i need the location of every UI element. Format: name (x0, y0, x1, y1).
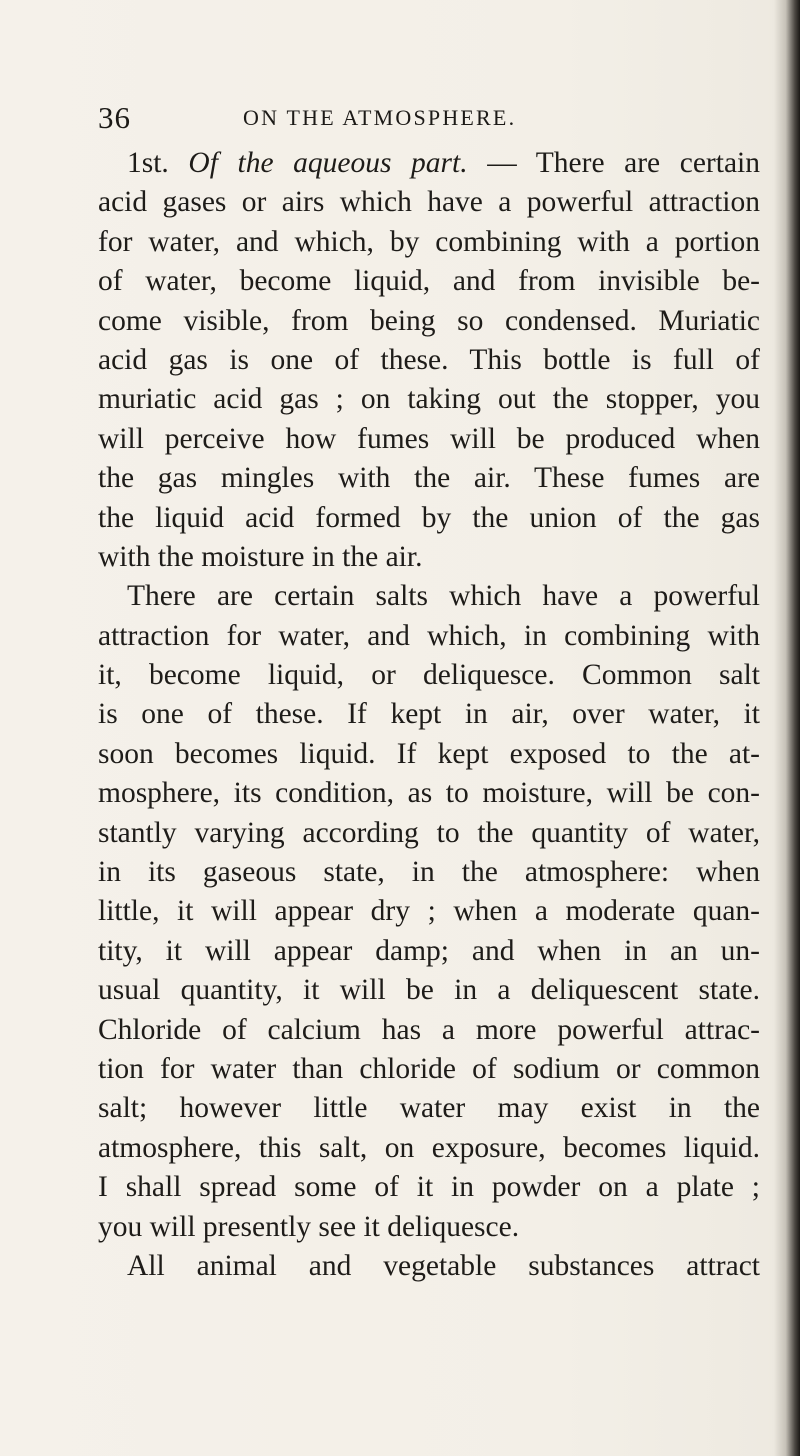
text-line-content: — There are certain (467, 147, 760, 179)
text-line: muriatic acid gas ; on taking out the stopper, you (98, 383, 760, 416)
text-line: soon becomes liquid. If kept exposed to the at- (98, 737, 760, 770)
text-line: stantly varying according to the quantity of water, (98, 816, 760, 849)
text-line: tion for water than chloride of sodium or common (98, 1052, 760, 1085)
text-line: come visible, from being so condensed. Muriatic (98, 304, 760, 337)
text-line: it, become liquid, or deliquesce. Common salt (98, 659, 760, 692)
text-line: with the moisture in the air. (98, 540, 423, 573)
text-line: attraction for water, and which, in combining with (98, 619, 760, 652)
text-line: atmosphere, this salt, on exposure, becomes liquid. (98, 1131, 760, 1164)
text-line: the liquid acid formed by the union of the gas (98, 501, 760, 534)
section-heading: Of the aqueous part. (188, 147, 468, 179)
page-edge-shadow (774, 0, 800, 1456)
text-line: acid gases or airs which have a powerful attraction (98, 186, 760, 219)
text-line: of water, become liquid, and from invisible be- (98, 265, 760, 298)
text-line: for water, and which, by combining with a portion (98, 225, 760, 258)
text-line: is one of these. If kept in air, over water, it (98, 698, 760, 731)
text-line: mosphere, its condition, as to moisture, will be con- (98, 777, 760, 810)
text-line: All animal and vegetable substances attract (127, 1249, 760, 1282)
text-line: tity, it will appear damp; and when in an un- (98, 934, 760, 967)
text-line: I shall spread some of it in powder on a plate ; (98, 1171, 760, 1204)
text-line: you will presently see it deliquesce. (98, 1210, 520, 1243)
running-head (98, 98, 738, 138)
page-number: 36 (98, 100, 131, 135)
text-line: Chloride of calcium has a more powerful attrac- (98, 1013, 760, 1046)
text-line: There are certain salts which have a powerful (127, 580, 760, 613)
text-line (98, 144, 760, 183)
text-line: the gas mingles with the air. These fumes are (98, 462, 760, 495)
paragraph-lead: 1st. (127, 147, 189, 179)
body-text (98, 144, 760, 1286)
text-line: acid gas is one of these. This bottle is full of (98, 343, 760, 376)
text-line: salt; however little water may exist in the (98, 1092, 760, 1125)
text-line: in its gaseous state, in the atmosphere: when (98, 856, 760, 889)
running-title: ON THE ATMOSPHERE. (243, 105, 517, 130)
text-line: usual quantity, it will be in a deliquescent state. (98, 974, 760, 1007)
text-line: will perceive how fumes will be produced when (98, 422, 760, 455)
text-line: little, it will appear dry ; when a moderate quan- (98, 895, 760, 928)
